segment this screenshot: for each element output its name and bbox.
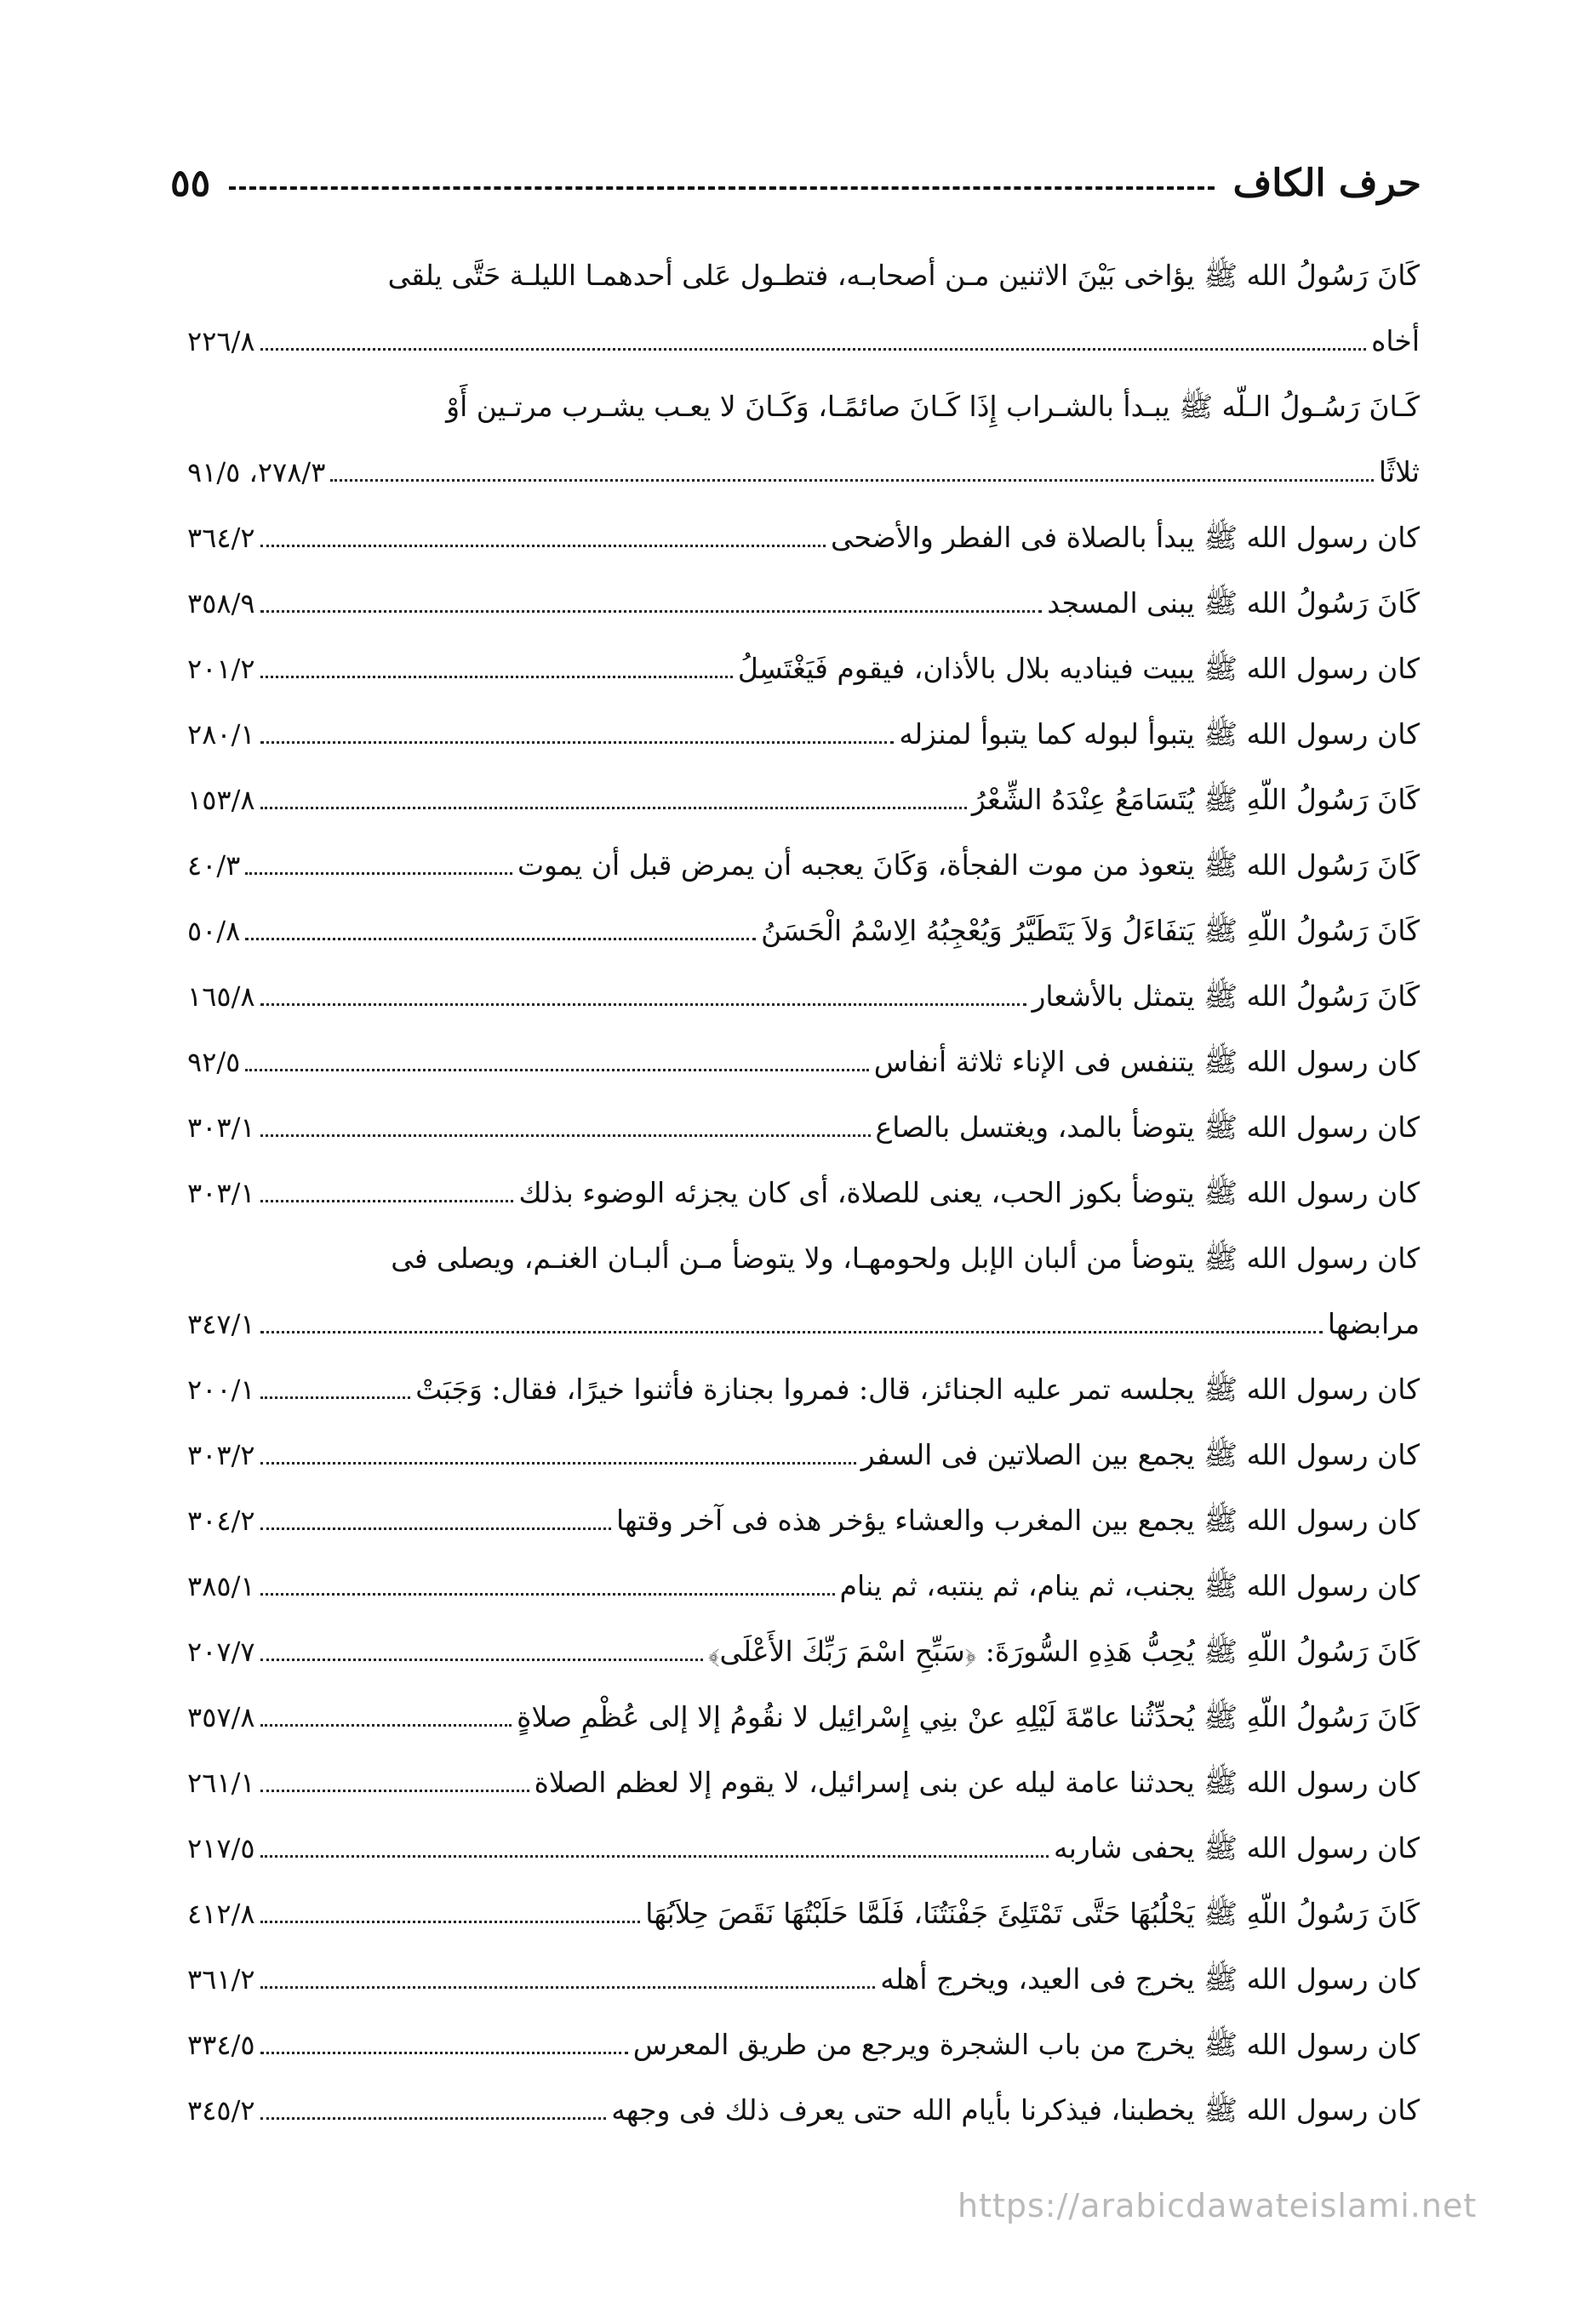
entry-text: كان رسول الله ﷺ يجلسه تمر عليه الجنائز، قال: فمروا بجنازة فأثنوا خيرًا، فقال: وَجَبَتْ (415, 1372, 1420, 1406)
index-entry (187, 1881, 1420, 1946)
index-entry (187, 2077, 1420, 2143)
index-entry (187, 636, 1420, 701)
volume-page-reference: ٣٤٧/١ (187, 1307, 255, 1340)
volume-page-reference: ٢٠٧/٧ (187, 1635, 255, 1668)
entry-text: كان رسول الله ﷺ يتوضأ بالمد، ويغتسل بالصاع (875, 1110, 1420, 1144)
dot-leader (260, 1724, 512, 1727)
watermark-url: https://arabicdawateislami.net (958, 2187, 1478, 2224)
entry-text: كَانَ رَسُولُ الله ﷺ يبنى المسجد (1047, 585, 1420, 620)
volume-page-reference: ١٦٥/٨ (187, 979, 255, 1013)
entry-text: كان رسول الله ﷺ يتنفس فى الإناء ثلاثة أنفاس (873, 1044, 1420, 1078)
chapter-title: حرف الكاف (1232, 161, 1421, 205)
volume-page-reference: ٢٢٦/٨ (187, 324, 255, 357)
entry-text: كَانَ رَسُولُ اللّهِ ﷺ يَتفَاءَلُ وَلاَ يَتَطَيَّرُ وَيُعْجِبُهُ الِاسْمُ الْحَسَنُ (761, 913, 1420, 947)
dot-leader (245, 938, 756, 940)
dot-leader (260, 1462, 856, 1465)
dot-leader (260, 1790, 529, 1792)
entry-text-line-2 (187, 308, 1420, 374)
entry-text-line-2 (187, 1291, 1420, 1356)
index-entry (187, 1946, 1420, 2012)
dot-leader (260, 1593, 835, 1596)
index-entry (187, 243, 1420, 374)
dot-leader (260, 741, 895, 744)
entry-text-line-1: كَـانَ رَسُـولُ الـلّه ﷺ يبـدأ بالشـراب إِذَا كَـانَ صائمًـا، وَكَـانَ لا يعـب يشـرب مرتـين أَوْ (446, 389, 1420, 423)
entry-text: كَانَ رَسُولُ اللّهِ ﷺ يَحْلُبُهَا حَتَّى تَمْتَلِئَ جَفْنَتُنَا، فَلَمَّا حَلَبْتُهَا نَقَصَ حِلاَبُهَا (645, 1896, 1420, 1930)
page-number: ٥٥ (170, 161, 211, 205)
index-entry (187, 963, 1420, 1029)
dot-leader (260, 2117, 607, 2120)
volume-page-reference: ٤٠/٣ (187, 848, 241, 882)
volume-page-reference: ٣٨٥/١ (187, 1569, 255, 1602)
entry-text: كَانَ رَسُولُ الله ﷺ يتمثل بالأشعار (1032, 979, 1420, 1013)
index-entry (187, 1815, 1420, 1881)
dot-leader (260, 807, 967, 809)
index-entry (187, 1225, 1420, 1356)
dot-leader (260, 348, 1367, 351)
dot-leader (260, 1855, 1049, 1858)
index-entry (187, 1029, 1420, 1094)
index-entry (187, 767, 1420, 832)
volume-page-reference: ٣٣٤/٥ (187, 2028, 255, 2061)
volume-page-reference: ٤١٢/٨ (187, 1897, 255, 1930)
dot-leader (260, 676, 733, 678)
dot-leader (260, 610, 1043, 613)
index-entry (187, 374, 1420, 505)
volume-page-reference: ٣٦٤/٢ (187, 521, 255, 554)
entry-text-line-1: كَانَ رَسُولُ الله ﷺ يؤاخى بَيْنَ الاثنين مـن أصحابـه، فتطـول عَلى أحدهمـا الليلـة حَتَّى يلقى (387, 258, 1420, 292)
volume-page-reference: ٣٠٣/١ (187, 1111, 255, 1144)
entry-text: كان رسول الله ﷺ يبيت فيناديه بلال بالأذان، فيقوم فَيَغْتَسِلُ (737, 651, 1420, 685)
dot-leader (260, 2052, 628, 2054)
entry-text: كَانَ رَسُولُ اللّهِ ﷺ يُحدِّثُنا عامّةَ لَيْلِهِ عنْ بنِي إِسْرائِيل لا نقُومُ إلا إلى عُظْمِ صلاةٍ (517, 1699, 1420, 1733)
index-entry (187, 1684, 1420, 1750)
volume-page-reference: ٣٥٨/٩ (187, 586, 255, 620)
index-entry (187, 1160, 1420, 1225)
volume-page-reference: ٣٦١/٢ (187, 1962, 255, 1996)
index-entry (187, 1094, 1420, 1160)
entry-text-continuation: أخاه (1371, 323, 1420, 357)
entry-text: كَانَ رَسُول الله ﷺ يتعوذ من موت الفجأة، وَكَانَ يعجبه أن يمرض قبل أن يموت (517, 848, 1420, 882)
dot-leader (245, 1069, 868, 1071)
entry-text: كان رسول الله ﷺ يحفى شاربه (1054, 1830, 1420, 1864)
volume-page-reference: ٢٧٨/٣، ٩١/٥ (187, 455, 326, 488)
dot-leader (260, 1003, 1027, 1006)
dot-leader (260, 1659, 703, 1661)
index-entry (187, 1553, 1420, 1619)
index-entry (187, 1619, 1420, 1684)
entry-text: كان رسول الله ﷺ يجمع بين الصلاتين فى السفر (860, 1437, 1420, 1471)
dot-leader (260, 1527, 611, 1530)
index-entry (187, 898, 1420, 963)
index-entry (187, 1422, 1420, 1487)
volume-page-reference: ٩٢/٥ (187, 1045, 241, 1078)
volume-page-reference: ٢٠١/٢ (187, 652, 255, 685)
volume-page-reference: ٣٠٤/٢ (187, 1504, 255, 1537)
index-entry (187, 701, 1420, 767)
dot-leader (330, 479, 1374, 482)
volume-page-reference: ٢٠٠/١ (187, 1373, 255, 1406)
entry-text: كَانَ رَسُولُ اللّهِ ﷺ يُتَسَامَعُ عِنْدَهُ الشِّعْرُ (971, 782, 1420, 816)
volume-page-reference: ١٥٣/٨ (187, 783, 255, 816)
dot-leader (260, 545, 826, 547)
entry-text: كَانَ رَسُولُ اللّهِ ﷺ يُحِبُّ هَذِهِ السُّورَةَ: ﴿سَبِّحِ اسْمَ رَبِّكَ الأَعْلَى﴾ (707, 1634, 1420, 1668)
entry-text: كان رسول الله ﷺ يخرج من باب الشجرة ويرجع من طريق المعرس (632, 2027, 1420, 2061)
entry-text: كان رسول الله ﷺ يخطبنا، فيذكرنا بأيام الله حتى يعرف ذلك فى وجهه (611, 2093, 1420, 2127)
hadith-index-list (187, 243, 1420, 2143)
dot-leader (260, 1396, 411, 1399)
volume-page-reference: ٣٠٣/٢ (187, 1438, 255, 1471)
entry-text: كان رسول الله ﷺ يتبوأ لبوله كما يتبوأ لمنزله (899, 717, 1420, 751)
index-entry (187, 570, 1420, 636)
entry-text-line-1: كان رسول الله ﷺ يتوضأ من ألبان الإبل ولحومهـا، ولا يتوضأ مـن ألبـان الغنـم، ويصلى فى (391, 1241, 1420, 1275)
index-entry (187, 1750, 1420, 1815)
volume-page-reference: ٣٠٣/١ (187, 1176, 255, 1209)
page-header (170, 153, 1421, 213)
index-entry (187, 1356, 1420, 1422)
dot-leader (260, 1331, 1323, 1333)
entry-text: كان رسول الله ﷺ يخرج فى العيد، ويخرج أهله (880, 1961, 1420, 1996)
index-entry (187, 1487, 1420, 1553)
entry-text: كان رسول الله ﷺ يتوضأ بكوز الحب، يعنى للصلاة، أى كان يجزئه الوضوء بذلك (518, 1175, 1420, 1209)
entry-text-continuation: مرابضها (1327, 1306, 1420, 1340)
header-rule (229, 186, 1214, 190)
dot-leader (260, 1921, 641, 1923)
volume-page-reference: ٣٤٥/٢ (187, 2093, 255, 2127)
entry-text: كان رسول الله ﷺ يبدأ بالصلاة فى الفطر والأضحى (831, 520, 1420, 554)
entry-text: كان رسول الله ﷺ يحدثنا عامة ليله عن بنى إسرائيل، لا يقوم إلا لعظم الصلاة (534, 1765, 1420, 1799)
dot-leader (260, 1134, 871, 1137)
dot-leader (245, 872, 512, 875)
index-entry (187, 832, 1420, 898)
index-entry (187, 2012, 1420, 2077)
index-entry (187, 505, 1420, 570)
dot-leader (260, 1986, 876, 1989)
volume-page-reference: ٥٠/٨ (187, 914, 241, 947)
entry-text-continuation: ثلاثًا (1378, 454, 1420, 488)
entry-text: كان رسول الله ﷺ يجنب، ثم ينام، ثم ينتبه، ثم ينام (839, 1568, 1420, 1602)
dot-leader (260, 1200, 514, 1202)
entry-text: كان رسول الله ﷺ يجمع بين المغرب والعشاء يؤخر هذه فى آخر وقتها (615, 1503, 1420, 1537)
entry-text-line-2 (187, 439, 1420, 505)
volume-page-reference: ٢٦١/١ (187, 1766, 255, 1799)
volume-page-reference: ٢١٧/٥ (187, 1831, 255, 1864)
volume-page-reference: ٢٨٠/١ (187, 717, 255, 751)
volume-page-reference: ٣٥٧/٨ (187, 1700, 255, 1733)
